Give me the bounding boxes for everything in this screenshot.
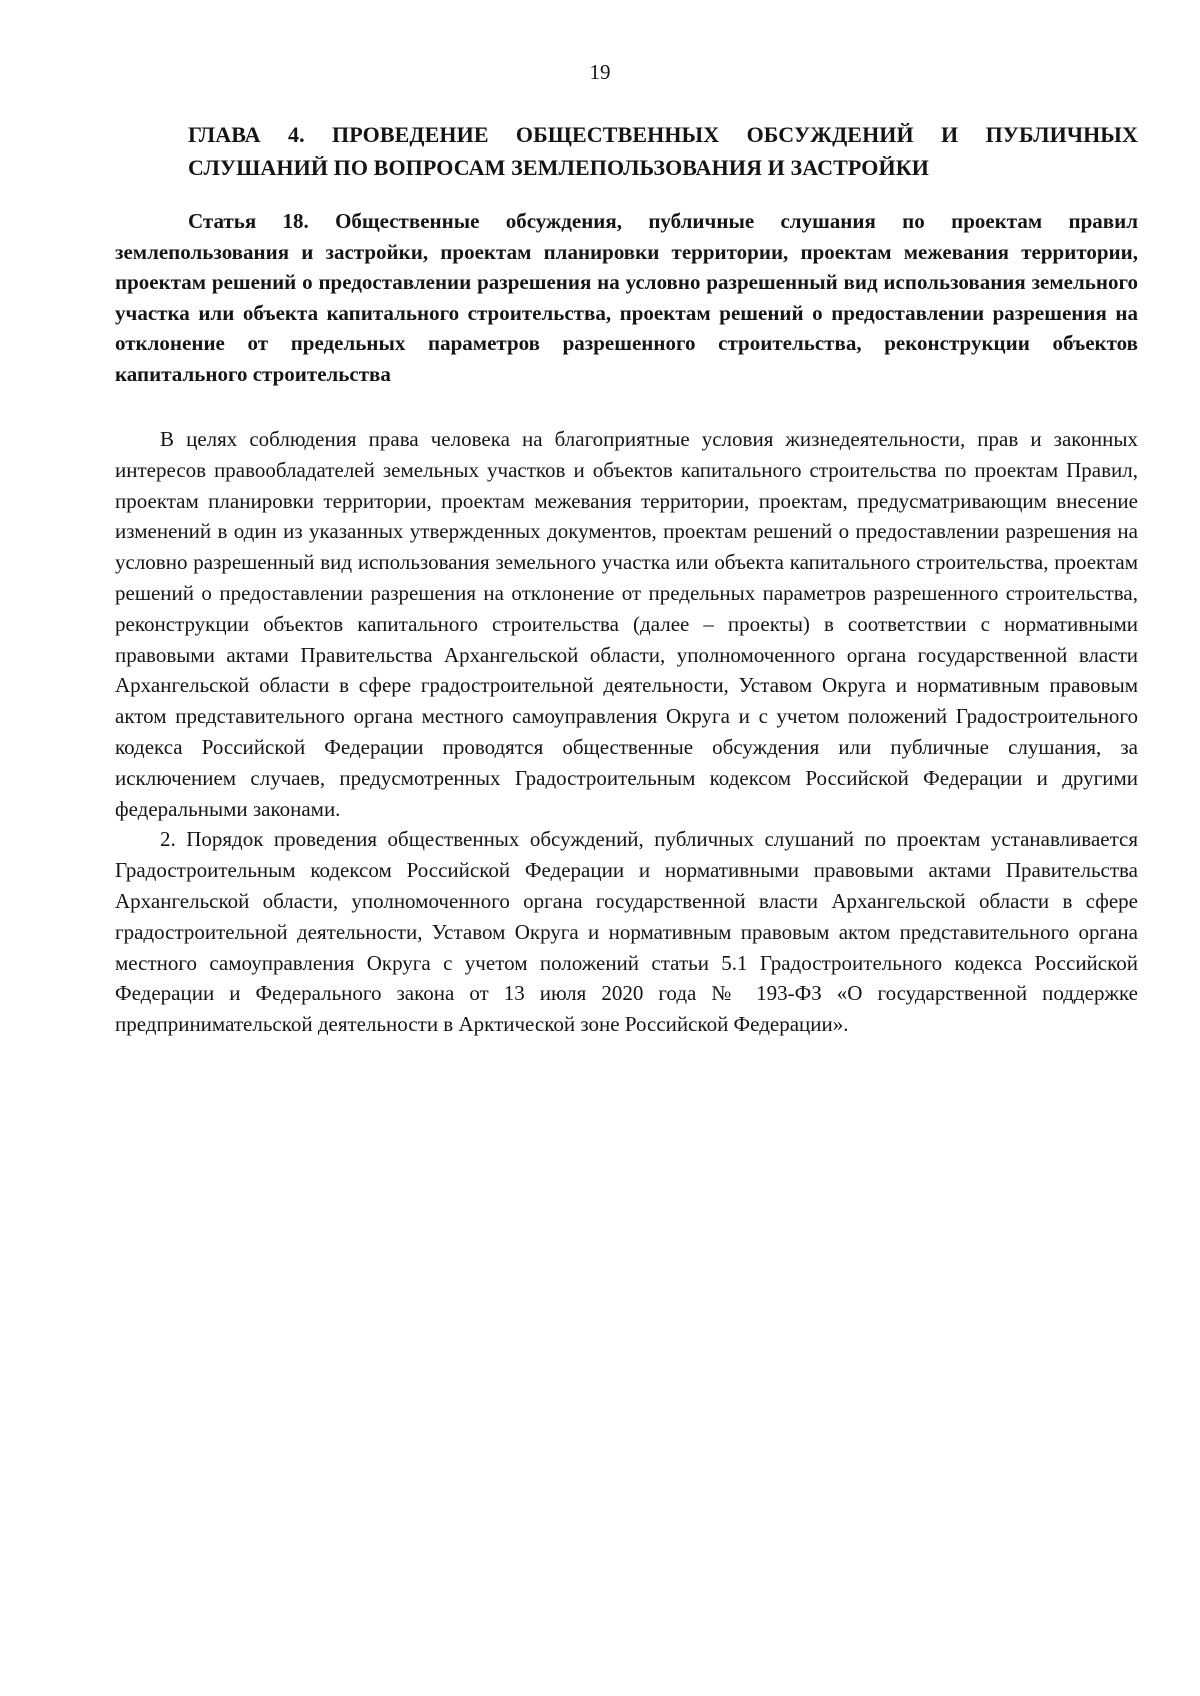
page-number: 19	[589, 60, 611, 84]
chapter-title: ГЛАВА 4. ПРОВЕДЕНИЕ ОБЩЕСТВЕННЫХ ОБСУЖДЕНИЙ И ПУБЛИЧНЫХ СЛУШАНИЙ ПО ВОПРОСАМ ЗЕМЛЕПОЛЬЗОВАНИЯ И ЗАСТРОЙКИ	[188, 122, 1138, 180]
article-body	[115, 424, 1138, 1040]
article-heading: Статья 18. Общественные обсуждения, публичные слушания по проектам правил землепользования и застройки, проектам планировки территории, проектам межевания территории, проектам решений о предоставлении разрешения на условно разрешенный вид использования земельного участка или объекта капитального строительства, проектам решений о предоставлении разрешения на отклонение от предельных параметров разрешенного строительства, реконструкции объектов капитального строительства	[115, 209, 1138, 386]
paragraph-1: В целях соблюдения права человека на благоприятные условия жизнедеятельности, прав и законных интересов правообладателей земельных участков и объектов капитального строительства по проектам Правил, проектам планировки территории, проектам межевания территории, проектам, предусматривающим внесение изменений в один из указанных утвержденных документов, проектам решений о предоставлении разрешения на условно разрешенный вид использования земельного участка или объекта капитального строительства, проектам решений о предоставлении разрешения на отклонение от предельных параметров разрешенного строительства, реконструкции объектов капитального строительства (далее – проекты) в соответствии с нормативными правовыми актами Правительства Архангельской области, уполномоченного органа государственной власти Архангельской области в сфере градостроительной деятельности, Уставом Округа и нормативным правовым актом представительного органа местного самоуправления Округа и с учетом положений Градостроительного кодекса Российской Федерации проводятся общественные обсуждения или публичные слушания, за исключением случаев, предусмотренных Градостроительным кодексом Российской Федерации и другими федеральными законами.	[115, 427, 1138, 821]
paragraph-2: 2. Порядок проведения общественных обсуждений, публичных слушаний по проектам устанавливается Градостроительным кодексом Российской Федерации и нормативными правовыми актами Правительства Архангельской области, уполномоченного органа государственной власти Архангельской области в сфере градостроительной деятельности, Уставом Округа и нормативным правовым актом представительного органа местного самоуправления Округа с учетом положений статьи 5.1 Градостроительного кодекса Российской Федерации и Федерального закона от 13 июля 2020 года № 193-ФЗ «О государственной поддержке предпринимательской деятельности в Арктической зоне Российской Федерации».	[115, 827, 1138, 1037]
